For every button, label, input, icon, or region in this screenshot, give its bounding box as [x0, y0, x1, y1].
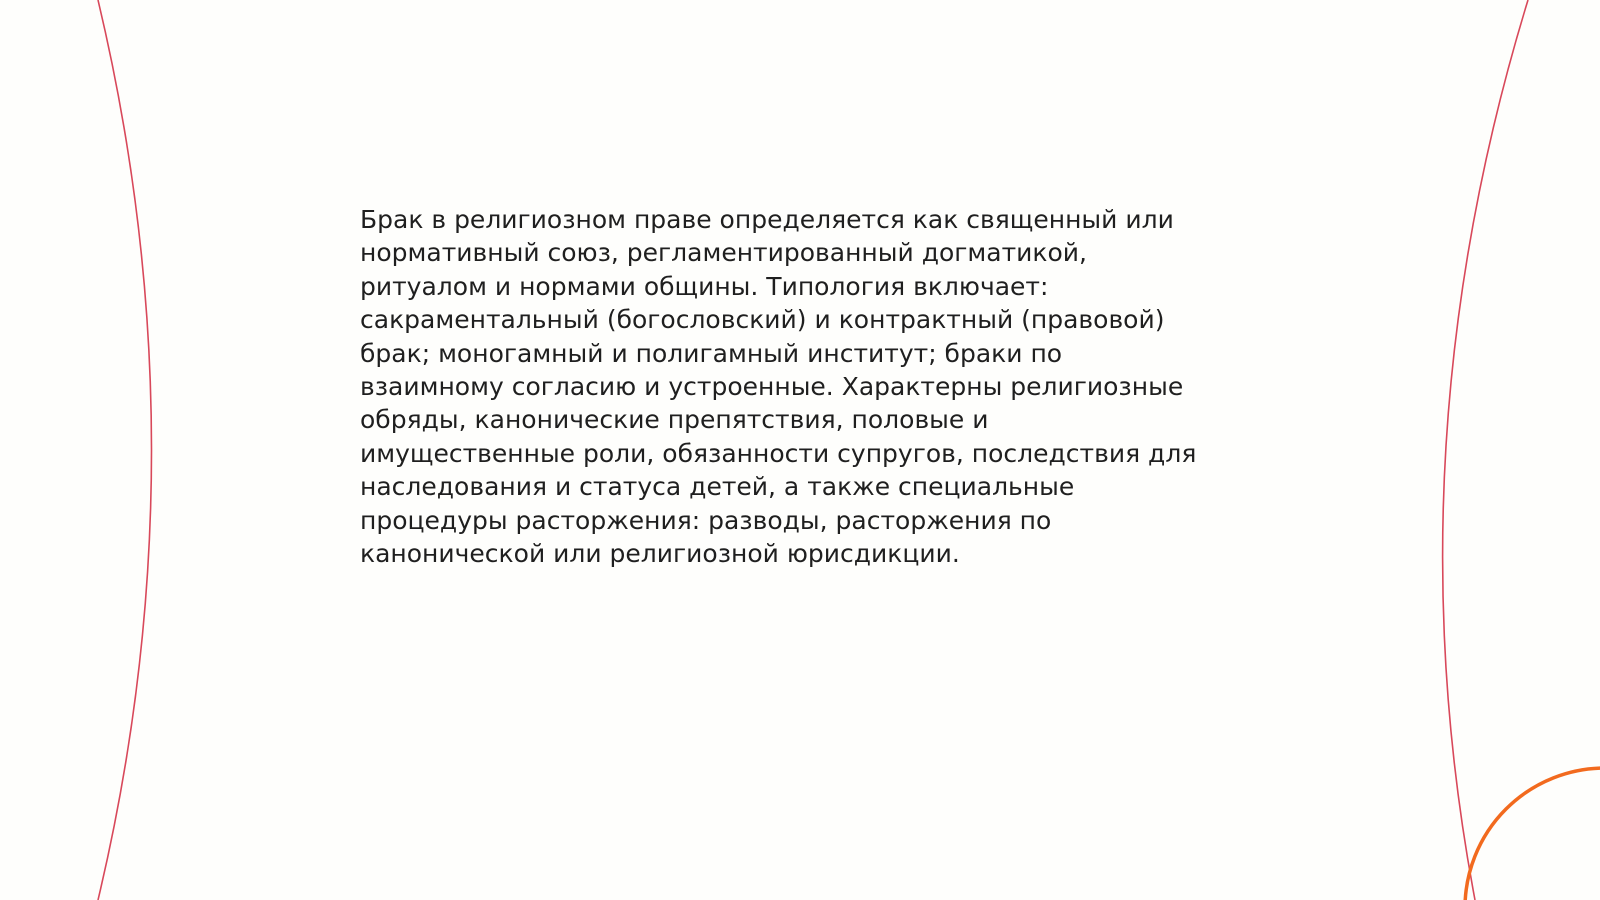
left-decorative-curve: [98, 0, 152, 900]
text-line: ритуалом и нормами общины. Типология включает:: [360, 271, 1049, 301]
text-line: брак; моногамный и полигамный институт; браки по: [360, 338, 1063, 368]
text-line: сакраментальный (богословский) и контрактный (правовой): [360, 305, 1165, 335]
right-decorative-curve: [1443, 0, 1528, 900]
text-line: Брак в религиозном праве определяется как священный или: [360, 205, 1174, 234]
text-line: обряды, канонические препятствия, половые и: [360, 405, 989, 435]
text-line: имущественные роли, обязанности супругов, последствия для: [360, 438, 1197, 468]
text-line: наследования и статуса детей, а также специальные: [360, 472, 1075, 502]
slide-body-text: [360, 203, 1240, 570]
text-line: процедуры расторжения: разводы, расторжения по: [360, 505, 1052, 535]
text-line: нормативный союз, регламентированный догматикой,: [360, 238, 1088, 268]
orange-arc-decoration: [1465, 768, 1600, 900]
text-line: канонической или религиозной юрисдикции.: [360, 539, 960, 569]
text-line: взаимному согласию и устроенные. Характерны религиозные: [360, 372, 1184, 402]
